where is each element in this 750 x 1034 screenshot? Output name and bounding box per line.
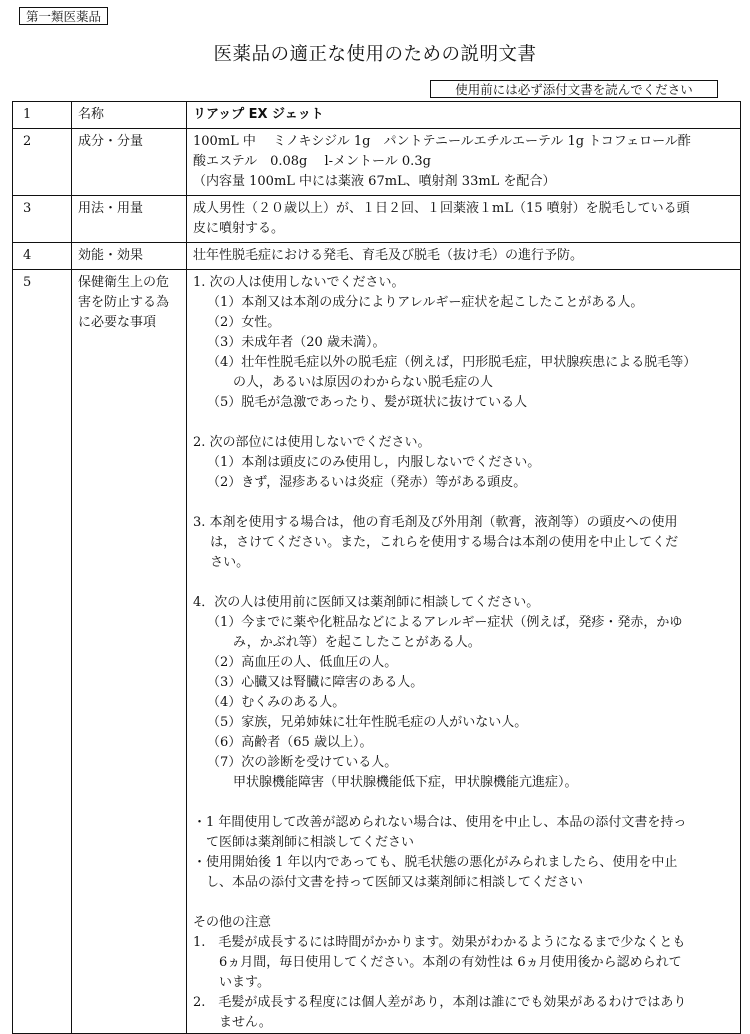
indications [187,243,741,270]
text-line: 酸エステル 0.08g l-メントール 0.3g [193,154,431,169]
list-item: （7）次の診断を受けている人。 [207,755,398,770]
text-line: に必要な事項 [78,315,157,330]
row-number: 1 [13,102,72,129]
list-item: （1）今までに薬や化粧品などによるアレルギー症状（例えば，発疹・発赤，かゆ [207,615,683,630]
ingredients [187,129,741,196]
row-label: 用法・用量 [72,196,187,243]
list-item: （2）女性。 [207,315,281,330]
product-name: リアップ EX ジェット [187,102,741,129]
list-item: （3）心臓又は腎臓に障害のある人。 [207,675,424,690]
row-label [72,270,187,1034]
section-heading: 4．次の人は使用前に医師又は薬剤師に相談してください。 [193,595,540,610]
text-line: います。 [193,975,270,990]
table-row [13,102,741,129]
table-row [13,196,741,243]
list-item: 甲状腺機能障害（甲状腺機能低下症，甲状腺機能亢進症）。 [207,775,578,790]
table-row [13,270,741,1034]
row-label: 成分・分量 [72,129,187,196]
bullet-line: ・1 年間使用して改善が認められない場合は、使用を中止し、本品の添付文書を持っ [193,815,687,830]
text-line: 6ヵ月間，毎日使用してください。本剤の有効性は 6ヵ月使用後から認められて [193,955,682,970]
table-row [13,129,741,196]
list-item: の人，あるいは原因のわからない脱毛症の人 [207,375,494,390]
text-line: は，さけてください。また，これらを使用する場合は本剤の使用を中止してくだ [193,535,679,550]
list-item: （5）家族，兄弟姉妹に壮年性脱毛症の人がいない人。 [207,715,528,730]
bullet-line: ・使用開始後 1 年以内であっても、脱毛状態の悪化がみられましたら、使用を中止 [193,855,678,870]
text-line: 皮に噴射する。 [193,221,285,236]
row-number: 2 [13,129,72,196]
row-number: 4 [13,243,72,270]
precautions [187,270,741,1034]
section-heading: 2. 次の部位には使用しないでください。 [193,435,431,450]
list-item: （2）きず，湿疹あるいは炎症（発赤）等がある頭皮。 [207,475,527,490]
list-item: み，かぶれ等）を起こしたことがある人。 [207,635,481,650]
text-line: 壮年性脱毛症における発毛、育毛及び脱毛（抜け毛）の進行予防。 [193,248,584,263]
text-line: ません。 [193,1015,272,1030]
row-number: 3 [13,196,72,243]
section-heading: その他の注意 [193,915,272,930]
read-notice-box: 使用前には必ず添付文書を読んでください [430,80,718,98]
text-line: 3. 本剤を使用する場合は，他の育毛剤及び外用剤（軟膏，液剤等）の頭皮への使用 [193,515,678,530]
section-heading: 1. 次の人は使用しないでください。 [193,275,405,290]
list-item: （4）むくみのある人。 [207,695,346,710]
dosage [187,196,741,243]
row-label: 効能・効果 [72,243,187,270]
bullet-line: し、本品の添付文書を持って医師又は薬剤師に相談してください [193,875,584,890]
info-table [12,101,741,1034]
text-line: 2. 毛髪が成長する程度には個人差があり，本剤は誰にでも効果があるわけではあり [193,995,687,1010]
bullet-line: て医師は薬剤師に相談してください [193,835,415,850]
list-item: （1）本剤又は本剤の成分によりアレルギー症状を起こしたことがある人。 [207,295,644,310]
list-item: （6）高齢者（65 歳以上）。 [207,735,373,750]
text-line: さい。 [193,555,250,570]
text-line: （内容量 100mL 中には薬液 67mL、噴射剤 33mL を配合） [193,174,556,189]
list-item: （3）未成年者（20 歳未満）。 [207,335,386,350]
list-item: （2）高血圧の人、低血圧の人。 [207,655,398,670]
text-line: 1. 毛髪が成長するには時間がかかります。効果がわかるようになるまで少なくとも [193,935,686,950]
table-row [13,243,741,270]
list-item: （4）壮年性脱毛症以外の脱毛症（例えば，円形脱毛症，甲状腺疾患による脱毛等） [207,355,697,370]
list-item: （5）脱毛が急激であったり、髪が斑状に抜けている人 [207,395,528,410]
document-title: 医薬品の適正な使用のための説明文書 [213,44,537,65]
list-item: （1）本剤は頭皮にのみ使用し，内服しないでください。 [207,455,541,470]
text-line: 害を防止する為 [78,295,170,310]
text-line: 保健衛生上の危 [78,275,170,290]
text-line: 成人男性（２０歳以上）が、１日２回、１回薬液１mL（15 噴射）を脱毛している頭 [193,201,690,216]
row-label: 名称 [72,102,187,129]
row-number: 5 [13,270,72,1034]
drug-class-badge: 第一類医薬品 [19,7,108,25]
text-line: 100mL 中 ミノキシジル 1g パントテニールエチルエーテル 1g トコフェロール酢 [193,134,691,149]
